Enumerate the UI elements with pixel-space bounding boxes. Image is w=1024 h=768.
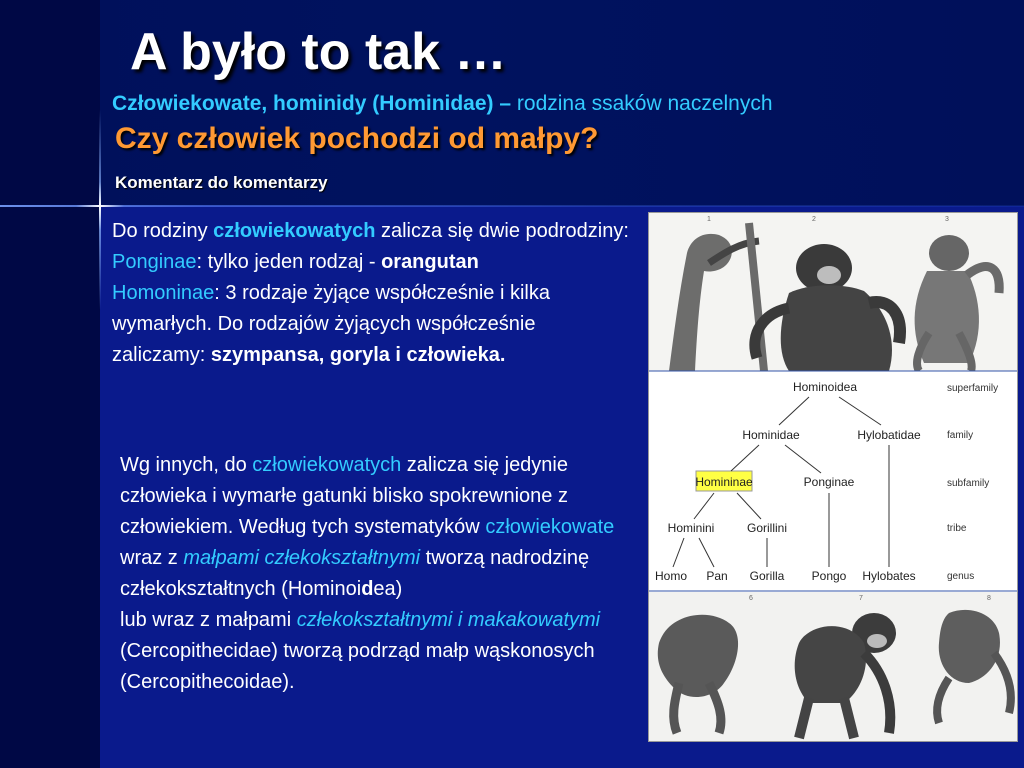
apes-illustration-top — [649, 213, 1017, 371]
text-span: (Cercopithecidae) tworzą podrząd małp wąskonosych (Cercopithecoidae). — [120, 640, 595, 693]
term-orangutan: orangutan — [381, 251, 479, 273]
subtitle-rest: rodzina ssaków naczelnych — [511, 92, 773, 115]
tree-node-gorillini: Gorillini — [746, 521, 788, 535]
tree-node-pongo: Pongo — [811, 569, 847, 583]
left-band — [0, 0, 100, 768]
text-span: Wg innych, do — [120, 454, 253, 476]
figure-number: 2 — [812, 216, 816, 223]
tree-node-pan: Pan — [706, 569, 728, 583]
text-span: zalicza się dwie podrodziny: — [375, 220, 629, 242]
figure-number: 8 — [987, 595, 991, 602]
tree-node-hominoidea: Hominoidea — [792, 380, 858, 394]
slide-question: Czy człowiek pochodzi od małpy? — [115, 122, 599, 155]
tree-node-homo: Homo — [654, 569, 688, 583]
term-czlowiekowatych: człowiekowatych — [252, 454, 402, 476]
tree-node-hominidae: Hominidae — [742, 428, 800, 442]
text-span: ea) — [373, 578, 403, 600]
figure-number: 6 — [749, 595, 753, 602]
taxonomy-tree — [649, 371, 1017, 591]
text-span: lub wraz z małpami — [120, 609, 297, 631]
term-makakowate: człekokształtnymi i makakowatymi — [296, 609, 601, 631]
rank-label-subfamily: subfamily — [947, 478, 990, 489]
apes-illustration-bottom — [649, 592, 1017, 741]
rank-label-tribe: tribe — [947, 523, 967, 534]
term-malpy-czlekoksztaltne: małpami człekokształtnymi — [183, 547, 421, 569]
figure-number: 1 — [707, 216, 711, 223]
subtitle-bold: Człowiekowate, hominidy (Hominidae) – — [112, 92, 512, 115]
tree-node-hylobates: Hylobates — [862, 569, 916, 583]
rank-label-superfamily: superfamily — [947, 383, 999, 394]
primate-figure — [648, 212, 1018, 742]
tree-node-ponginae: Ponginae — [803, 475, 855, 489]
term-ponginae: Ponginae — [112, 251, 197, 273]
term-genera: szympansa, goryla i człowieka. — [210, 344, 506, 366]
tree-node-hylobatidae: Hylobatidae — [857, 428, 921, 442]
text-span: tworzą nadrodzinę człekokształtnych (Hominoi — [120, 547, 590, 600]
figure-drawing — [649, 213, 1017, 741]
text-span: wraz z — [120, 547, 184, 569]
figure-number: 7 — [859, 595, 863, 602]
slide-subtitle — [112, 92, 773, 116]
text-span: : 3 rodzaje żyjące współcześnie i kilka wymarłych. Do rodzajów żyjących współcześnie zaliczamy: — [112, 282, 550, 366]
figure-number: 3 — [945, 216, 949, 223]
paragraph-subfamilies — [112, 216, 632, 371]
rank-label-genus: genus — [947, 571, 975, 582]
text-span: zalicza się jedynie człowieka i wymarłe gatunki blisko spokrewnione z człowiekiem. Według tych systematyków — [120, 454, 568, 538]
comment-label: Komentarz do komentarzy — [115, 173, 328, 192]
rank-label-family: family — [947, 430, 974, 441]
term-czlowiekowate: człowiekowate — [485, 516, 615, 538]
term-czlowiekowatych: człowiekowatych — [213, 220, 376, 242]
text-span: Do rodziny — [112, 220, 214, 242]
tree-node-homininae: Homininae — [695, 475, 753, 489]
text-span: : tylko jeden rodzaj - — [196, 251, 382, 273]
divider-line — [0, 205, 1024, 207]
term-homoninae: Homoninae — [112, 282, 215, 304]
tree-node-gorilla: Gorilla — [749, 569, 785, 583]
paragraph-alternative — [120, 450, 650, 698]
text-bold-letter: d — [361, 578, 374, 600]
slide-title: A było to tak … — [130, 23, 507, 81]
tree-node-hominini: Hominini — [667, 521, 715, 535]
